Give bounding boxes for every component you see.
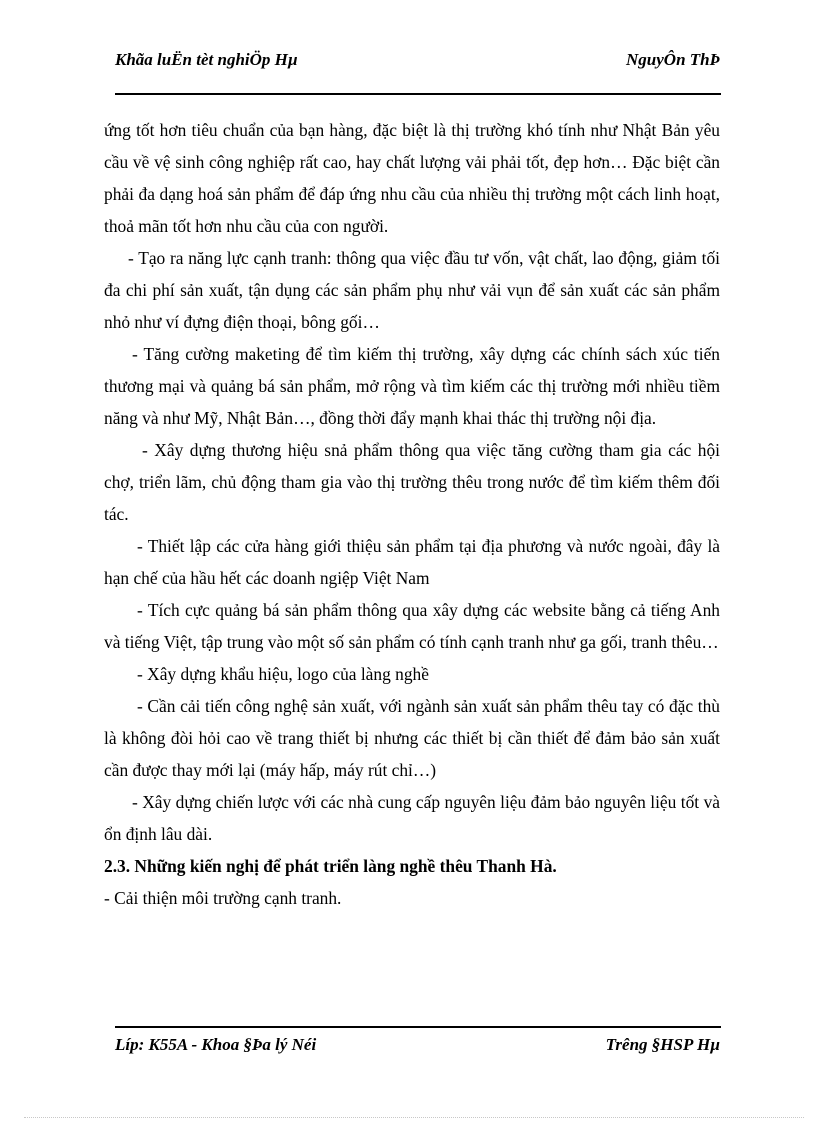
section-heading-2-3: 2.3. Những kiến nghị để phát triển làng nghề thêu Thanh Hà. [104, 856, 557, 876]
paragraph-stores: - Thiết lập các cửa hàng giới thiệu sản phẩm tại địa phương và nước ngoài, đây là hạn chế của hầu hết các doanh ngiệp Việt Nam [104, 536, 720, 588]
paragraph-competition-environment: - Cải thiện môi trường cạnh tranh. [104, 888, 342, 908]
page-footer [115, 1034, 720, 1078]
paragraph-competitiveness: - Tạo ra năng lực cạnh tranh: thông qua việc đầu tư vốn, vật chất, lao động, giảm tối đa chi phí sản xuất, tận dụng các sản phẩm phụ như vải vụn để sản xuất các sản phẩm nhỏ như ví đựng điện thoại, bông gối… [104, 248, 720, 332]
document-body [104, 114, 720, 914]
paragraph-suppliers: - Xây dựng chiến lược với các nhà cung cấp nguyên liệu đảm bảo nguyên liệu tốt và ổn định lâu dài. [104, 792, 720, 844]
page-bottom-edge [24, 1117, 804, 1118]
paragraph-continuation: ứng tốt hơn tiêu chuẩn của bạn hàng, đặc biệt là thị trường khó tính như Nhật Bản yêu cầu về vệ sinh công nghiệp rất cao, hay chất lượng vải phải tốt, đẹp hơn… Đặc biệt cần phải đa dạng hoá sản phẩm để đáp ứng nhu cầu của nhiều thị trường một cách linh hoạt, thoả mãn tốt hơn nhu cầu của con người. [104, 120, 720, 236]
paragraph-slogan: - Xây dựng khẩu hiệu, logo của làng nghề [137, 664, 429, 684]
footer-university: Trêng §HSP Hµ [605, 1035, 720, 1054]
footer-divider [115, 1026, 721, 1028]
page-header [115, 50, 720, 94]
paragraph-websites: - Tích cực quảng bá sản phẩm thông qua xây dựng các website bằng cả tiếng Anh và tiếng Việt, tập trung vào một số sản phẩm có tính cạnh tranh như ga gối, tranh thêu… [104, 600, 720, 652]
paragraph-technology: - Cần cải tiến công nghệ sản xuất, với ngành sản xuất sản phẩm thêu tay có đặc thù là không đòi hỏi cao về trang thiết bị nhưng các thiết bị cần thiết để đảm bảo sản xuất cần được thay mới lại (máy hấp, máy rút chỉ…) [104, 696, 720, 780]
header-author-name: NguyÔn ThÞ [626, 50, 720, 69]
footer-class-department: Líp: K55A - Khoa §Þa lý Néi [115, 1035, 317, 1054]
paragraph-marketing: - Tăng cường maketing để tìm kiếm thị trường, xây dựng các chính sách xúc tiến thương mại và quảng bá sản phẩm, mở rộng và tìm kiếm các thị trường mới nhiều tiềm năng và như Mỹ, Nhật Bản…, đồng thời đẩy mạnh khai thác thị trường nội địa. [104, 344, 720, 428]
paragraph-branding: - Xây dựng thương hiệu snả phẩm thông qua việc tăng cường tham gia các hội chợ, triển lãm, chủ động tham gia vào thị trường thêu trong nước để tìm kiếm thêm đối tác. [104, 440, 720, 524]
header-thesis-title: Khãa luËn tèt nghiÖp Hµ [115, 50, 298, 69]
header-divider [115, 93, 721, 95]
